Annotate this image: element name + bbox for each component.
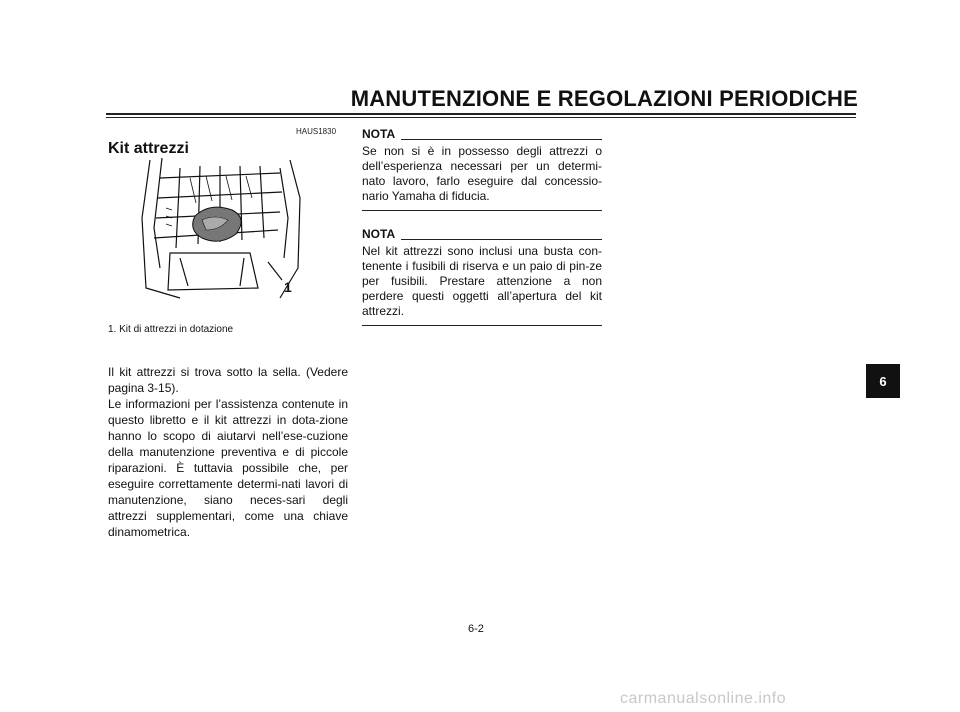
note-box	[362, 227, 602, 326]
watermark: carmanualsonline.info	[620, 690, 787, 707]
note-box	[362, 127, 602, 211]
header-rule-thin	[106, 117, 856, 118]
note-label: NOTA	[362, 227, 401, 241]
section-title: Kit attrezzi	[108, 140, 189, 157]
chapter-title: MANUTENZIONE E REGOLAZIONI PERIODICHE	[350, 86, 858, 111]
section-code: HAUS1830	[296, 127, 337, 136]
tool-kit-illustration	[140, 158, 310, 304]
note-end-rule	[362, 210, 602, 211]
section-body	[108, 364, 348, 540]
chapter-tab: 6	[866, 364, 900, 398]
page-number: 6-2	[468, 623, 484, 635]
note-text: Nel kit attrezzi sono inclusi una busta con-tenente i fusibili di riserva e un paio di pin-ze per fusibili. Prestare attenzione a non perdere questi oggetti all’apertura del kit attrezzi.	[362, 244, 602, 318]
header-rule	[106, 113, 856, 115]
note-label: NOTA	[362, 127, 401, 141]
note-end-rule	[362, 325, 602, 326]
figure-caption: 1. Kit di attrezzi in dotazione	[108, 324, 234, 335]
body-paragraph: Il kit attrezzi si trova sotto la sella. (Vedere pagina 3-15).	[108, 365, 348, 395]
figure-callout-number: 1	[284, 279, 292, 295]
body-paragraph: Le informazioni per l’assistenza contenute in questo libretto e il kit attrezzi in dota-zione hanno lo scopo di aiutarvi nell’ese-cuzione della manutenzione preventiva e di piccole riparazioni. È tuttavia possibile che, per eseguire correttamente determi-nati lavori di manutenzione, siano neces-sari degli attrezzi supplementari, come una chiave dinamometrica.	[108, 397, 348, 539]
note-text: Se non si è in possesso degli attrezzi o dell’esperienza necessari per un determi-nato lavoro, farlo eseguire dal concessio-nario Yamaha di fiducia.	[362, 144, 602, 203]
